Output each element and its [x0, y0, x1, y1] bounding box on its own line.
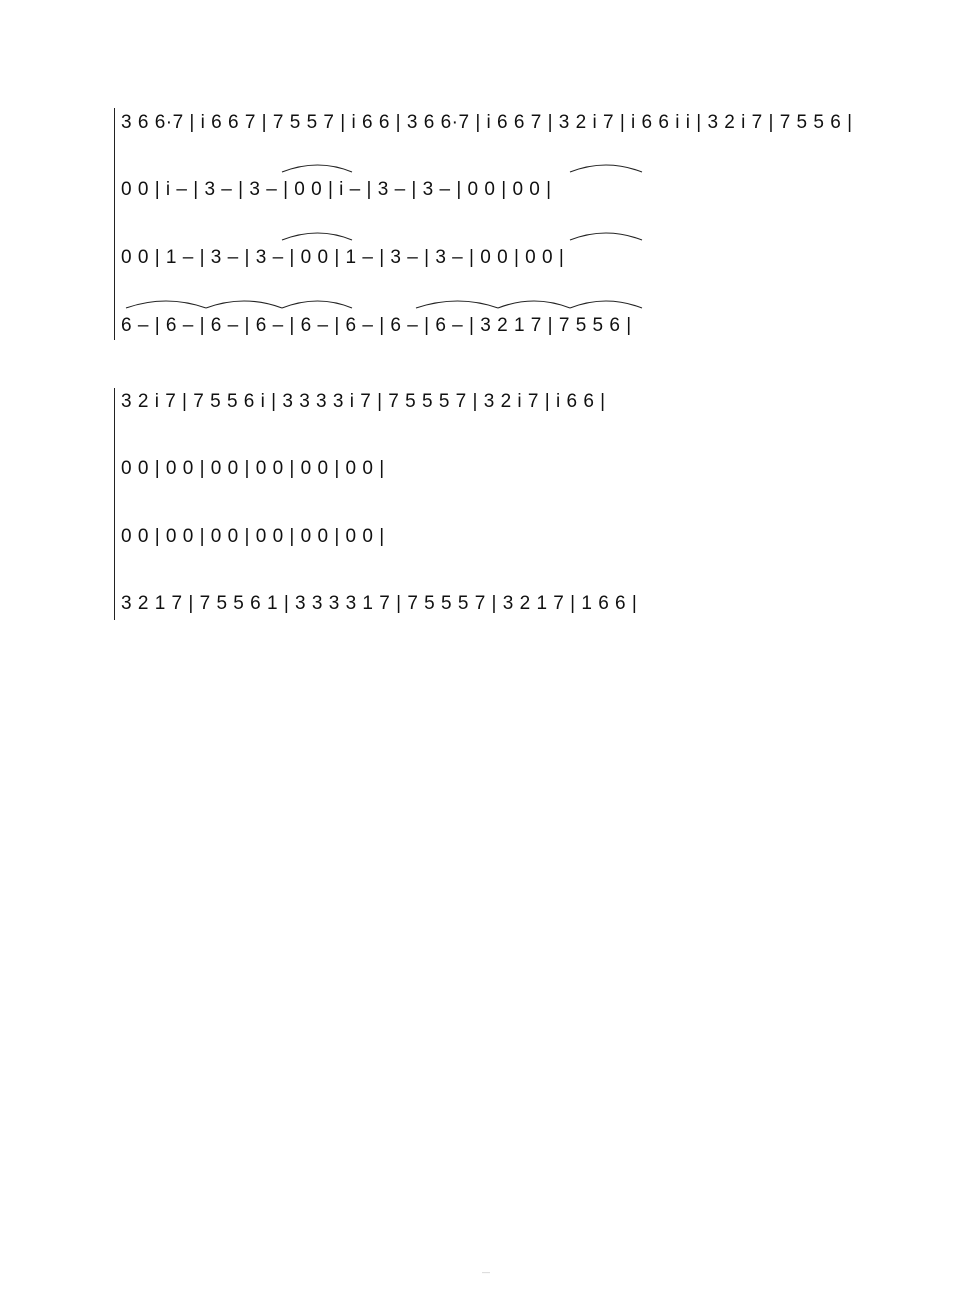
page-footer-mark: —: [482, 1268, 490, 1277]
tie-arc: [126, 301, 206, 308]
tie-arc: [498, 301, 570, 308]
tie-arc: [282, 165, 352, 172]
system-2-melody-staff: 3 2 i 7 | 7 5 5 6 i | 3 3 3 3 i 7 | 7 5 5 5 7 | 3 2 i 7 | i 6 6 |: [121, 391, 606, 412]
system-1-harmony-mid-staff: 0 0 | 1 – | 3 – | 3 – | 0 0 | 1 – | 3 – | 3 – | 0 0 | 0 0 |: [121, 247, 565, 268]
tie-arc: [206, 301, 282, 308]
tie-arc: [570, 165, 642, 172]
system-2-bass-staff: 3 2 1 7 | 7 5 5 6 1 | 3 3 3 3 1 7 | 7 5 5 5 7 | 3 2 1 7 | 1 6 6 |: [121, 593, 638, 614]
system-2-harmony-high-staff: 0 0 | 0 0 | 0 0 | 0 0 | 0 0 | 0 0 |: [121, 458, 385, 479]
tie-arc: [416, 301, 498, 308]
tie-arc: [282, 301, 352, 308]
system-1-melody-staff: 3 6 6·7 | i 6 6 7 | 7 5 5 7 | i 6 6 | 3 6 6·7 | i 6 6 7 | 3 2 i 7 | i 6 6 i i | 3 2 i 7 | 7 5 5 6 |: [121, 112, 853, 133]
system-1-harmony-high-staff: 0 0 | i – | 3 – | 3 – | 0 0 | i – | 3 – | 3 – | 0 0 | 0 0 |: [121, 179, 552, 200]
tie-arc: [282, 233, 352, 240]
tie-arc: [570, 301, 642, 308]
tie-arc: [570, 233, 642, 240]
system-1-bass-staff: 6 – | 6 – | 6 – | 6 – | 6 – | 6 – | 6 – | 6 – | 3 2 1 7 | 7 5 5 6 |: [121, 315, 632, 336]
system-2-harmony-mid-staff: 0 0 | 0 0 | 0 0 | 0 0 | 0 0 | 0 0 |: [121, 526, 385, 547]
